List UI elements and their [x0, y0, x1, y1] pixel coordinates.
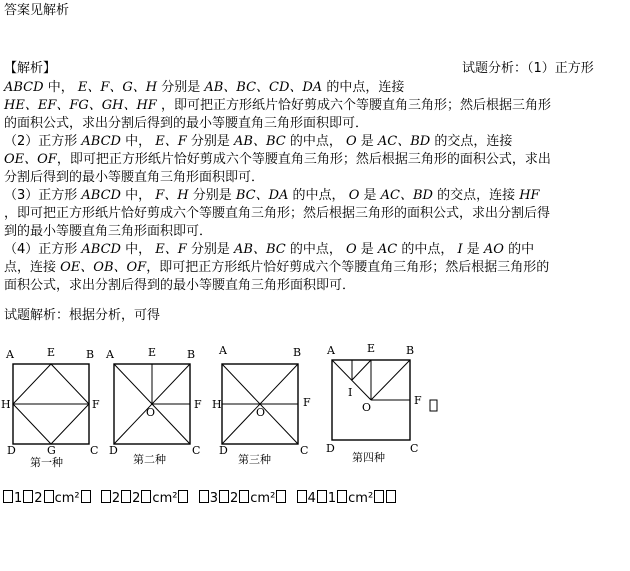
- p4-line2: 点，连接 OE、OB、OF，即可把正方形纸片恰好剪成六个等腰直角三角形；然后根据三角形的: [4, 260, 550, 275]
- answer-2-unit: cm²: [152, 491, 178, 506]
- p3-line3: 到的最小等腰直角三角形面积即可．: [4, 224, 213, 239]
- caption-1: 第一种: [30, 456, 63, 469]
- answer-1-value: 2: [34, 491, 43, 506]
- label-C: C: [90, 444, 99, 457]
- label-B: B: [86, 348, 95, 361]
- label-C: C: [300, 444, 309, 457]
- p2-line1: （2）正方形 ABCD 中， E、F 分别是 AB、BC 的中点， O 是 AC、BD 的交点，连接: [4, 134, 513, 149]
- p1-line2: HE、EF、FG、GH、HF ，即可把正方形纸片恰好剪成六个等腰直角三角形；然后根据三角形: [4, 98, 551, 113]
- p3-line1: （3）正方形 ABCD 中， F、H 分别是 BC、DA 的中点， O 是 AC、BD 的交点，连接 HF: [4, 188, 540, 203]
- figures: [0, 340, 630, 480]
- label-D: D: [7, 444, 16, 457]
- p3-line2: ，即可把正方形纸片恰好剪成六个等腰直角三角形；然后根据三角形的面积公式，求出分割后得: [4, 206, 551, 221]
- p4-line1: （4）正方形 ABCD 中， E、F 分别是 AB、BC 的中点， O 是 AC 的中点， I 是 AO 的中: [4, 242, 535, 257]
- label-B: B: [293, 346, 302, 359]
- caption-3: 第三种: [238, 453, 271, 466]
- p1-line3: 的面积公式，求出分割后得到的最小等腰直角三角形面积即可．: [4, 116, 369, 131]
- figure-1: [1, 346, 100, 469]
- answer-1-unit: cm²: [54, 491, 80, 506]
- answer-1-index: 1: [14, 491, 23, 506]
- answer-3-unit: cm²: [250, 491, 276, 506]
- label-A: A: [327, 344, 335, 357]
- answer-line: [2, 490, 397, 508]
- label-F: F: [303, 396, 311, 409]
- header-text: 答案见解析: [4, 3, 70, 18]
- analysis-title: 试题分析：（1）正方形: [462, 61, 594, 76]
- label-F: F: [92, 398, 100, 411]
- p2-line3: 分割后得到的最小等腰直角三角形面积即可．: [4, 170, 265, 185]
- answer-3-value: 2: [230, 491, 239, 506]
- p1-line1: ABCD 中， E、F、G、H 分别是 AB、BC、CD、DA 的中点，连接: [4, 80, 405, 95]
- label-F: F: [194, 398, 202, 411]
- answer-4-value: 1: [327, 491, 337, 506]
- label-G: G: [47, 444, 56, 457]
- figure-4: [326, 342, 437, 464]
- label-A: A: [106, 348, 114, 361]
- label-D: D: [109, 444, 118, 457]
- missing-glyph-box: [430, 400, 437, 411]
- analysis-tag: 【解析】: [4, 61, 57, 76]
- label-C: C: [410, 442, 419, 455]
- label-O: O: [362, 401, 372, 414]
- label-D: D: [326, 442, 335, 455]
- label-O: O: [146, 406, 156, 419]
- label-B: B: [187, 348, 196, 361]
- answer-2-index: 2: [111, 491, 121, 506]
- label-D: D: [219, 444, 228, 457]
- p2-line2: OE、OF，即可把正方形纸片恰好剪成六个等腰直角三角形；然后根据三角形的面积公式，求出: [4, 152, 551, 167]
- solution-title: 试题解析：根据分析，可得: [4, 308, 161, 323]
- answer-4-index: 4: [307, 491, 316, 506]
- caption-2: 第二种: [133, 453, 166, 466]
- p4-line3: 面积公式，求出分割后得到的最小等腰直角三角形面积即可．: [4, 278, 356, 293]
- figure-2: [105, 346, 202, 466]
- label-E: E: [47, 346, 56, 359]
- label-A: A: [219, 344, 227, 357]
- label-O: O: [256, 406, 266, 419]
- label-B: B: [406, 344, 415, 357]
- figure-3: [212, 344, 311, 466]
- label-C: C: [192, 444, 201, 457]
- label-A: A: [6, 348, 14, 361]
- answer-3-index: 3: [209, 491, 218, 506]
- caption-4: 第四种: [352, 451, 385, 464]
- label-H: H: [212, 398, 222, 411]
- label-E: E: [148, 346, 157, 359]
- label-H: H: [1, 398, 11, 411]
- label-I: I: [348, 386, 353, 399]
- answer-4-unit: cm²: [348, 491, 374, 506]
- label-F: F: [414, 394, 422, 407]
- label-E: E: [367, 342, 376, 355]
- answer-2-value: 2: [132, 491, 141, 506]
